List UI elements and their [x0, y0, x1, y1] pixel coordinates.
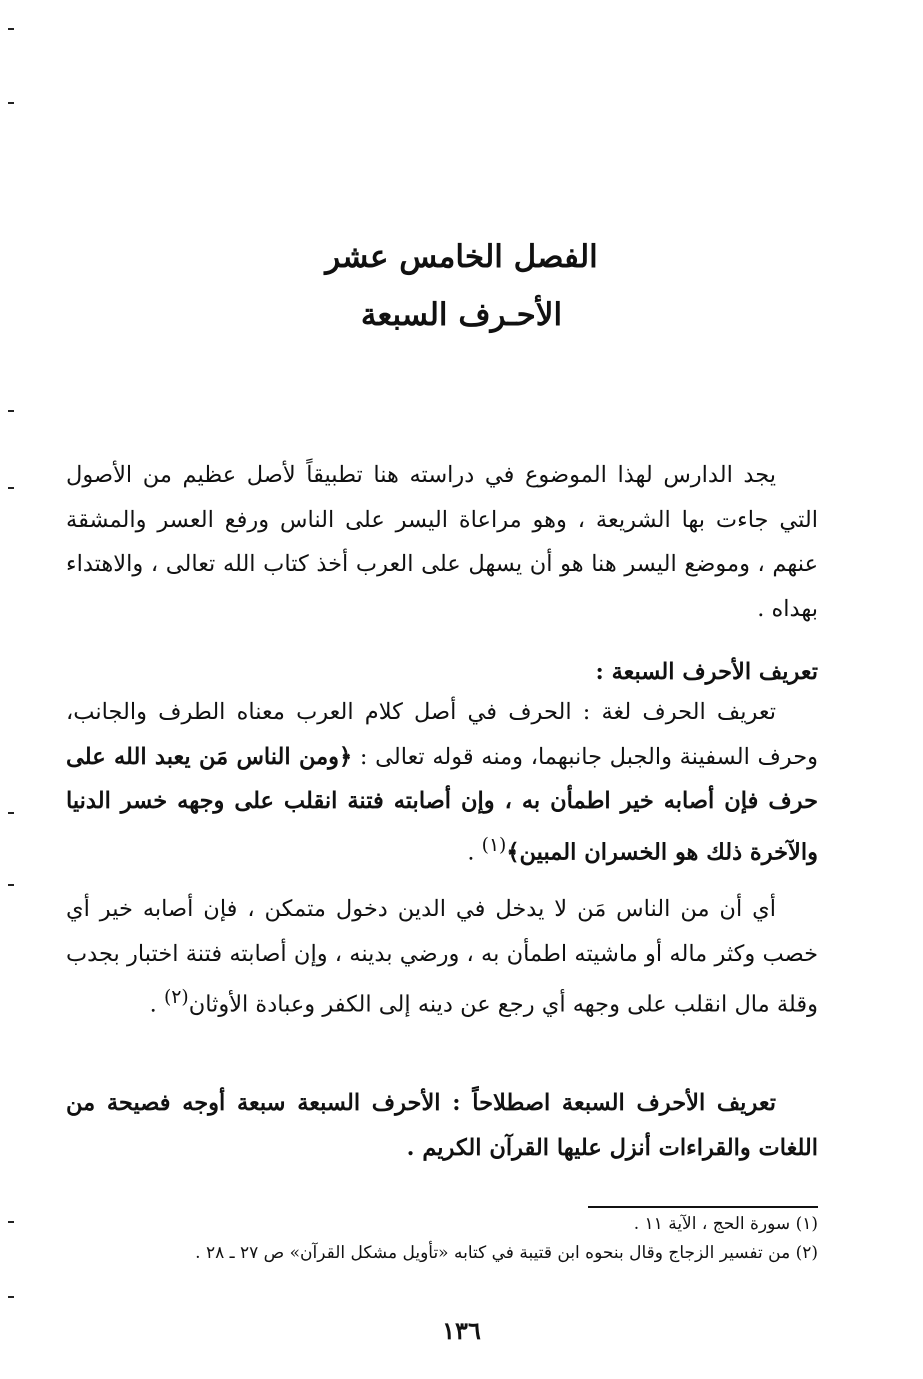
quran-verse: ﴿ومن الناس مَن يعبد الله على حرف فإن أصابه خير اطمأن به ، وإن أصابته فتنة انقلب على وجهه خسر الدنيا والآخرة ذلك هو الخسران المبين﴾	[66, 743, 818, 865]
footnote-2: (٢) من تفسير الزجاج وقال بنحوه ابن قتيبة في كتابه «تأويل مشكل القرآن» ص ٢٧ ـ ٢٨ .	[195, 1243, 818, 1263]
footnote-ref-1: (١)	[481, 834, 507, 856]
technical-definition-text: الأحرف السبعة سبعة أوجه فصيحة من اللغات والقراءات أنزل عليها القرآن الكريم .	[66, 1090, 818, 1161]
explanation-text: أي أن من الناس مَن لا يدخل في الدين دخول متمكن ، فإن أصابه خير أي خصب وكثر ماله أو ماشيته اطمأن به ، ورضي بدينه ، وإن أصابته فتنة اختبار بجدب وقلة مال انقلب على وجهه أي رجع عن دينه إلى الكفر وعبادة الأوثان	[66, 896, 818, 1018]
margin-mark	[8, 1296, 14, 1298]
margin-mark	[8, 410, 14, 412]
technical-definition-block	[66, 1081, 818, 1170]
margin-mark	[8, 487, 14, 489]
chapter-heading	[0, 228, 923, 344]
section-heading: تعريف الأحرف السبعة :	[595, 659, 818, 685]
intro-paragraph-block	[66, 453, 818, 631]
technical-definition	[66, 1081, 818, 1170]
margin-mark	[8, 28, 14, 30]
definition-paragraph	[66, 690, 818, 875]
explanation-paragraph-block	[66, 887, 818, 1027]
footnote-separator	[588, 1206, 818, 1208]
section-heading-block	[66, 650, 818, 695]
footnote-ref-2: (٢)	[163, 987, 189, 1008]
footnote-1: (١) سورة الحج ، الآية ١١ .	[633, 1214, 818, 1234]
margin-mark	[8, 102, 14, 104]
intro-paragraph: يجد الدارس لهذا الموضوع في دراسته هنا تطبيقاً لأصل عظيم من الأصول التي جاءت بها الشريعة ، وهو مراعاة اليسر على الناس ورفع العسر والمشقة عنهم ، وموضع اليسر هنا هو أن يسهل على العرب أخذ كتاب الله تعالى ، والاهتداء بهداه .	[66, 462, 818, 622]
chapter-title: الأحـرف السبعة	[360, 297, 563, 333]
definition-tail: .	[467, 839, 482, 865]
explanation-paragraph	[66, 887, 818, 1027]
definition-lead: تعريف الحرف لغة : الحرف في أصل كلام العرب معناه الطرف والجانب، وحرف السفينة والجبل جانبهما، ومنه قوله تعالى :	[66, 699, 818, 770]
margin-mark	[8, 884, 14, 886]
margin-mark	[8, 812, 14, 814]
page-number: ١٣٦	[442, 1316, 481, 1345]
explanation-tail: .	[149, 991, 164, 1018]
chapter-number-title: الفصل الخامس عشر	[325, 239, 598, 275]
technical-definition-label: تعريف الأحرف السبعة اصطلاحاً :	[440, 1090, 776, 1116]
definition-paragraph-block	[66, 690, 818, 875]
footnotes	[60, 1210, 818, 1268]
margin-mark	[8, 1221, 14, 1223]
